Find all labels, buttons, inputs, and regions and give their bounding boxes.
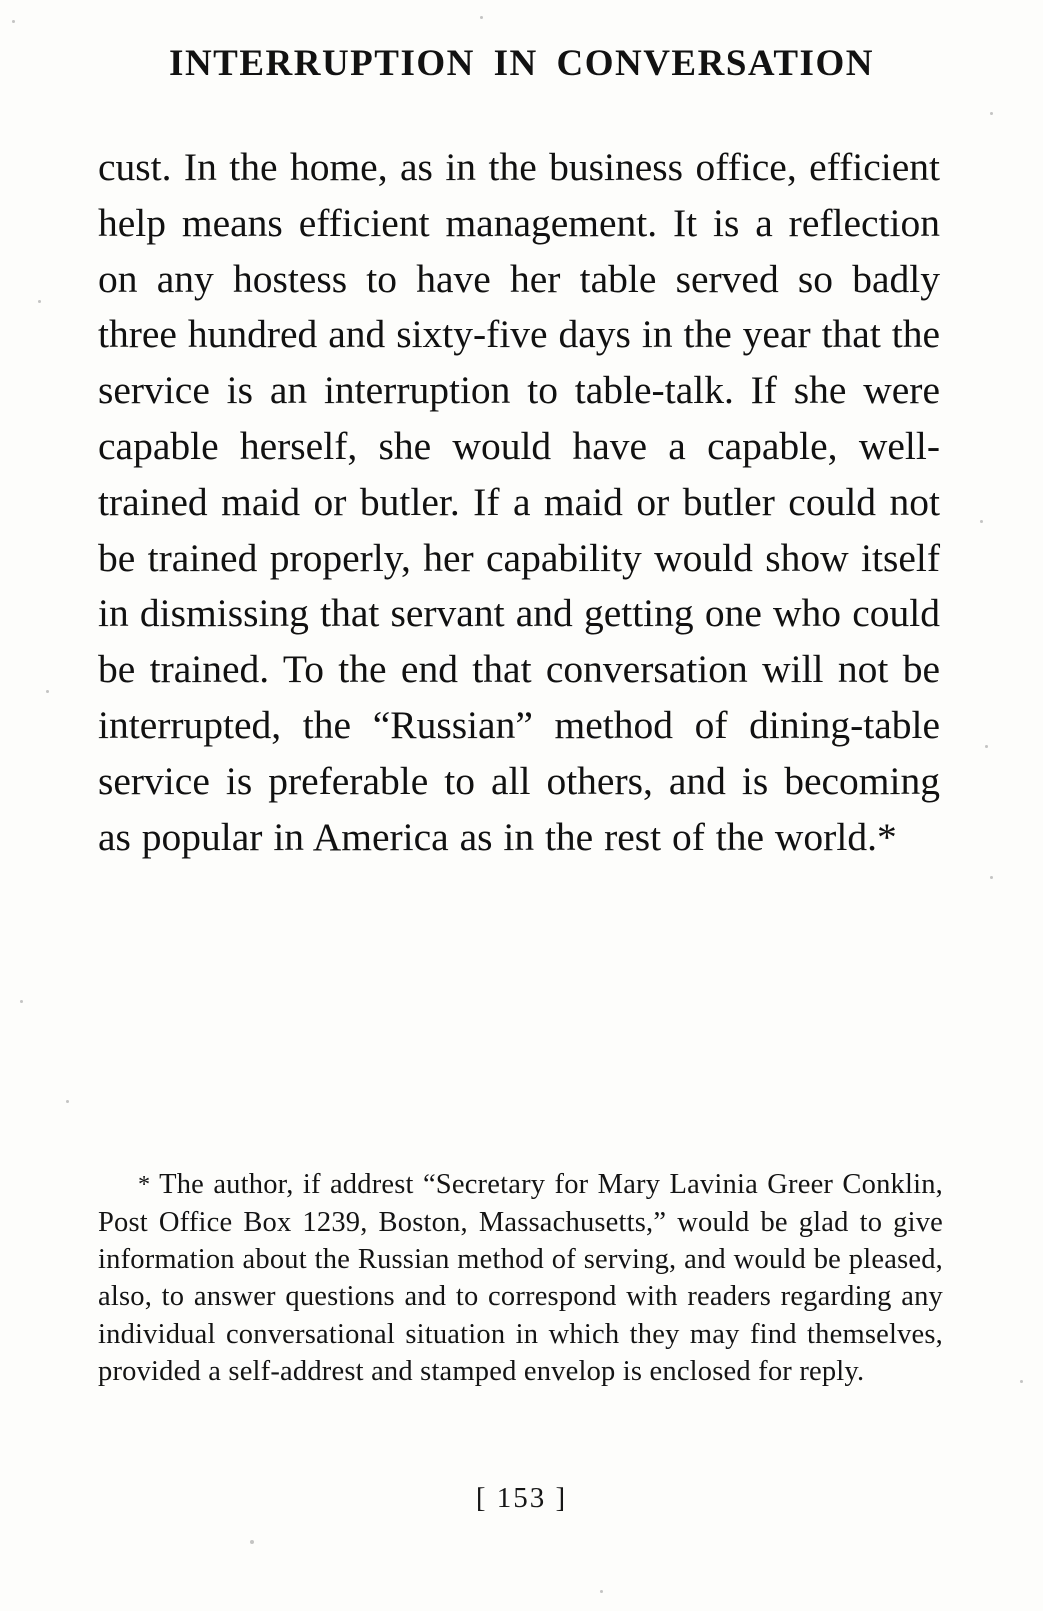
scan-speckle	[600, 1590, 603, 1593]
scan-speckle	[250, 1540, 254, 1544]
body-text-column	[98, 140, 940, 865]
footnote-paragraph	[98, 1166, 943, 1391]
page-running-head: INTERRUPTION IN CONVERSATION	[169, 43, 874, 84]
footnote-block	[98, 1166, 943, 1391]
scan-speckle	[985, 745, 988, 748]
footnote-text: The author, if addrest “Secretary for Mary Lavinia Greer Conklin, Post Office Box 1239, Boston, Massachusetts,” would be glad to give information about the Russian method of serving, and would be pleased, also, to answer questions and to correspond with readers regarding any individual conversational situation in which they may find themselves, provided a self-addrest and stamped envelop is enclosed for reply.	[98, 1169, 943, 1388]
scan-speckle	[980, 520, 983, 523]
scan-speckle	[46, 690, 49, 693]
scan-speckle	[990, 112, 993, 115]
scan-speckle	[480, 16, 483, 19]
body-paragraph: cust. In the home, as in the business office, efficient help means efficient management. It is a reflection on any hostess to have her table served so badly three hundred and sixty-five days in the year that the service is an interruption to table-talk. If she were capable herself, she would have a capable, well-trained maid or butler. If a maid or butler could not be trained properly, her capability would show itself in dismissing that servant and getting one who could be trained. To the end that conversation will not be interrupted, the “Russian” method of dining-table service is preferable to all others, and is becoming as popular in America as in the rest of the world.*	[98, 145, 940, 859]
scan-speckle	[38, 300, 41, 303]
scan-speckle	[1020, 1380, 1023, 1383]
scan-speckle	[12, 20, 15, 23]
scan-speckle	[20, 1000, 23, 1003]
page-number: [ 153 ]	[475, 1482, 568, 1514]
footnote-marker: *	[138, 1171, 151, 1198]
scan-speckle	[990, 876, 993, 879]
scan-speckle	[66, 1100, 69, 1103]
